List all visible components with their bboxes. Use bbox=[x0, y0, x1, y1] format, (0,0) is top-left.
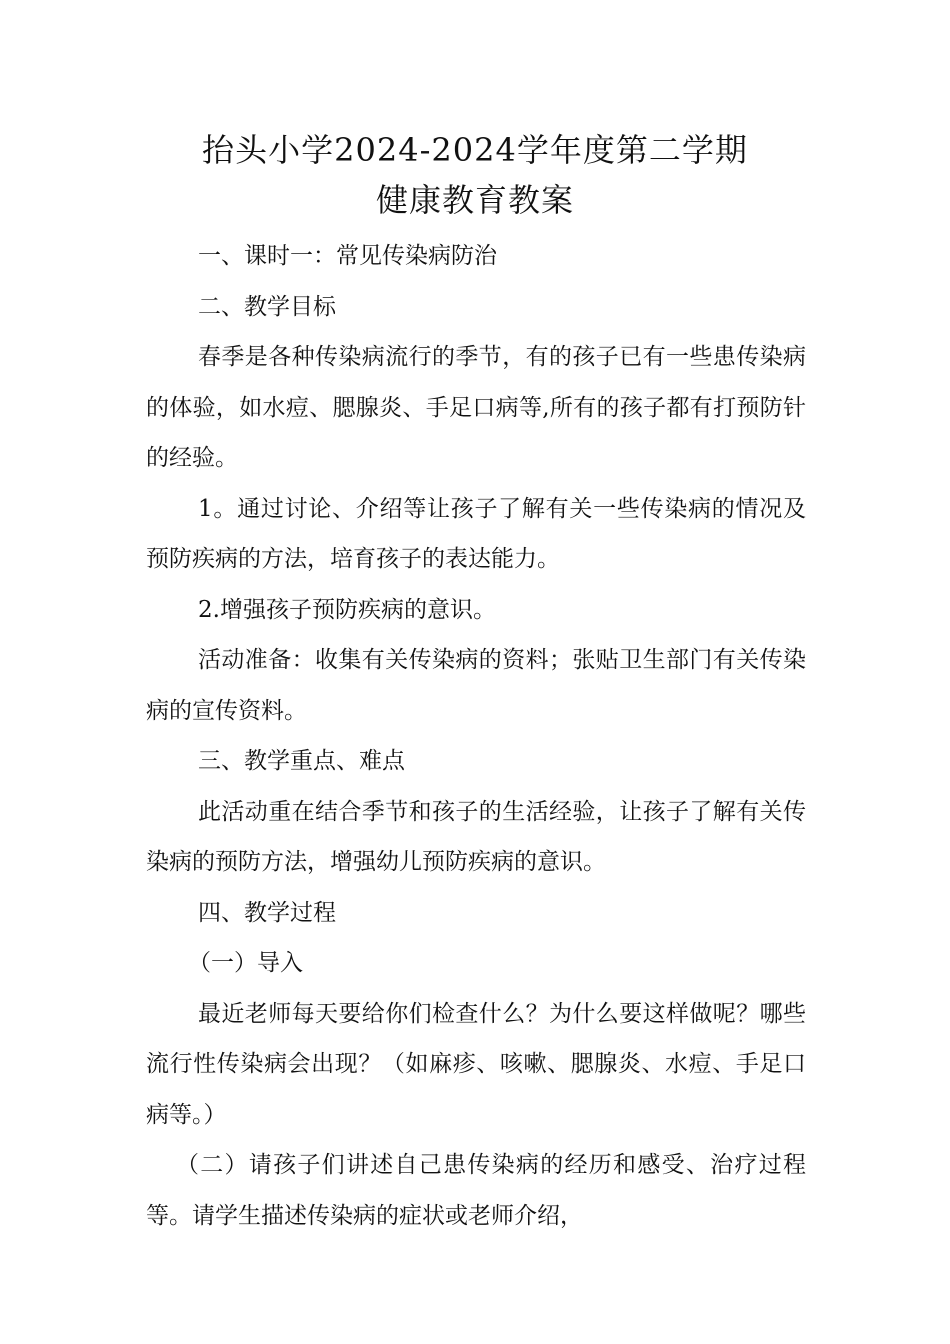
section-heading-key-points: 三、教学重点、难点 bbox=[198, 748, 405, 774]
activity-preparation: 活动准备：收集有关传染病的资料；张贴卫生部门有关传染病的宣传资料。 bbox=[146, 647, 806, 724]
document-title-line-2: 健康教育教案 bbox=[375, 181, 574, 219]
section-heading-objectives: 二、教学目标 bbox=[198, 293, 336, 320]
section-heading-process: 四、教学过程 bbox=[198, 899, 336, 926]
document-title-line-1: 抬头小学2024-2024学年度第二学期 bbox=[202, 131, 748, 169]
section-heading-lesson: 一、课时一：常见传染病防治 bbox=[198, 243, 497, 269]
paragraph-spring-intro: 春季是各种传染病流行的季节，有的孩子已有一些患传染病的体验，如水痘、腮腺炎、手足口病等,所有的孩子都有打预防针的经验。 bbox=[146, 344, 806, 471]
subsection-introduction: （一）导入 bbox=[188, 950, 303, 976]
document-body bbox=[146, 231, 806, 1241]
paragraph-introduction-questions: 最近老师每天要给你们检查什么？为什么要这样做呢？哪些流行性传染病会出现？（如麻疹、咳嗽、腮腺炎、水痘、手足口病等。） bbox=[146, 1000, 806, 1128]
paragraph-key-points: 此活动重在结合季节和孩子的生活经验，让孩子了解有关传染病的预防方法，增强幼儿预防疾病的意识。 bbox=[146, 798, 806, 875]
objective-1: 1。通过讨论、介绍等让孩子了解有关一些传染病的情况及预防疾病的方法，培育孩子的表达能力。 bbox=[146, 495, 806, 572]
subsection-experiences: （二）请孩子们讲述自己患传染病的经历和感受、治疗过程等。请学生描述传染病的症状或老师介绍， bbox=[146, 1152, 806, 1229]
objective-2: 2.增强孩子预防疾病的意识。 bbox=[198, 596, 496, 623]
